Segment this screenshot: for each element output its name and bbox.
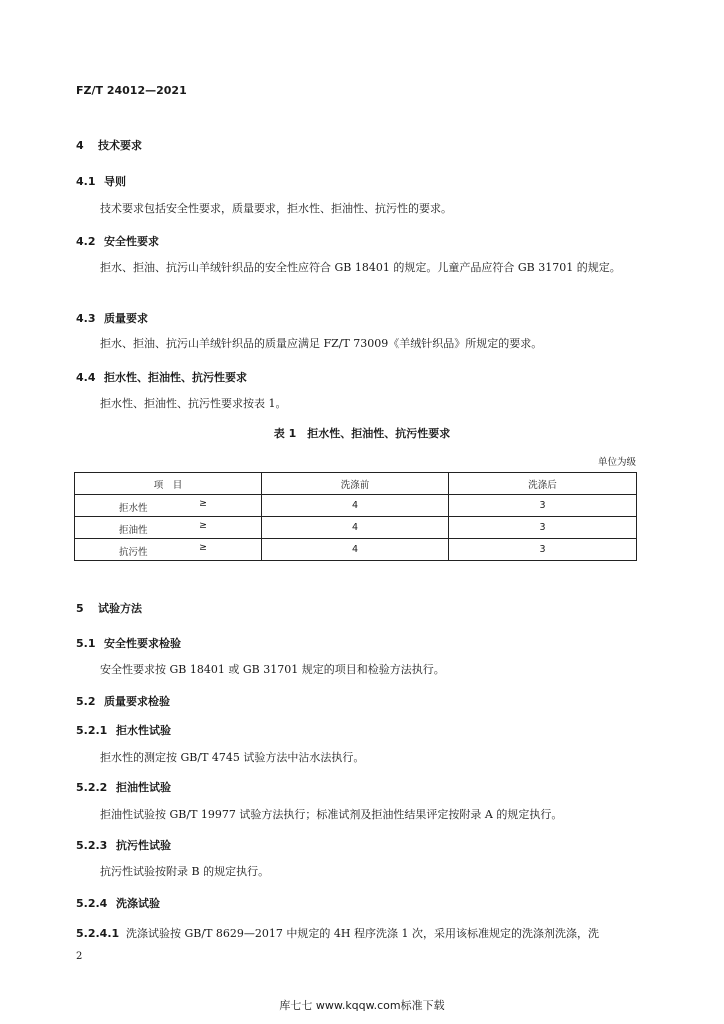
column-header-after-wash: 洗涤后 — [449, 473, 637, 495]
footer-watermark-text: 库七七 www.kqqw.com标准下载 — [279, 999, 445, 1012]
item-name: 拒油性 — [119, 525, 148, 536]
standard-number: FZ/T 24012—2021 — [76, 84, 187, 97]
section-title: 试验方法 — [98, 602, 142, 615]
table-caption: 表 1 拒水性、拒油性、抗污性要求 — [273, 427, 451, 440]
table-unit: 单位为级 — [597, 457, 636, 468]
section-5-2-4-heading — [76, 895, 160, 911]
section-number: 4.4 — [76, 371, 96, 384]
section-4-4-text: 拒水性、拒油性、抗污性要求按表 1。 — [100, 397, 287, 410]
section-4-1-heading — [76, 173, 126, 189]
section-number: 5.2.2 — [76, 781, 108, 794]
section-number: 4.1 — [76, 175, 96, 188]
section-title: 拒水性、拒油性、抗污性要求 — [104, 371, 247, 384]
table-row — [75, 539, 637, 561]
value-before-wash: 4 — [262, 495, 449, 517]
section-4-4-heading — [76, 369, 247, 385]
section-5-2-4-1-text: 洗涤试验按 GB/T 8629—2017 中规定的 4H 程序洗涤 1 次，采用该标准规定的洗涤剂洗涤，洗 — [126, 927, 599, 940]
section-5-2-heading — [76, 693, 170, 709]
section-4-1-text: 技术要求包括安全性要求，质量要求，拒水性、拒油性、抗污性的要求。 — [100, 202, 452, 215]
section-number: 5.1 — [76, 637, 96, 650]
section-5-1-heading — [76, 635, 181, 651]
comparison-operator: ≥ — [199, 520, 207, 531]
section-4-heading — [76, 137, 142, 153]
section-4-3-text: 拒水、拒油、抗污山羊绒针织品的质量应满足 FZ/T 73009《羊绒针织品》所规定的要求。 — [100, 337, 543, 350]
value-before-wash: 4 — [262, 517, 449, 539]
requirements-table — [74, 472, 637, 561]
section-5-2-1-heading — [76, 722, 171, 738]
section-5-2-1-text: 拒水性的测定按 GB/T 4745 试验方法中沾水法执行。 — [100, 751, 365, 764]
section-title: 拒油性试验 — [116, 781, 171, 794]
section-number: 5.2.1 — [76, 724, 108, 737]
value-after-wash: 3 — [449, 539, 637, 561]
section-5-2-3-heading — [76, 837, 171, 853]
section-5-1-text: 安全性要求按 GB 18401 或 GB 31701 规定的项目和检验方法执行。 — [100, 663, 445, 676]
comparison-operator: ≥ — [199, 498, 207, 509]
section-number: 5.2.4 — [76, 897, 108, 910]
column-header-item: 项 目 — [75, 473, 262, 495]
section-5-2-4-1-line — [76, 925, 599, 941]
section-4-2-heading — [76, 233, 159, 249]
section-number: 4 — [76, 139, 84, 152]
table-row — [75, 495, 637, 517]
section-title: 洗涤试验 — [116, 897, 160, 910]
item-cell — [75, 495, 262, 517]
item-name: 拒水性 — [119, 503, 148, 514]
section-5-2-2-text: 拒油性试验按 GB/T 19977 试验方法执行；标准试剂及拒油性结果评定按附录 A 的规定执行。 — [100, 808, 563, 821]
value-before-wash: 4 — [262, 539, 449, 561]
section-title: 技术要求 — [98, 139, 142, 152]
item-name: 抗污性 — [119, 547, 148, 558]
item-cell — [75, 539, 262, 561]
section-4-2-text: 拒水、拒油、抗污山羊绒针织品的安全性应符合 GB 18401 的规定。儿童产品应符合 GB 31701 的规定。 — [100, 261, 621, 274]
column-header-before-wash: 洗涤前 — [262, 473, 449, 495]
section-5-2-2-heading — [76, 779, 171, 795]
value-after-wash: 3 — [449, 495, 637, 517]
section-title: 质量要求检验 — [104, 695, 170, 708]
section-number: 4.2 — [76, 235, 96, 248]
table-row — [75, 517, 637, 539]
value-after-wash: 3 — [449, 517, 637, 539]
section-title: 抗污性试验 — [116, 839, 171, 852]
section-title: 安全性要求 — [104, 235, 159, 248]
section-title: 质量要求 — [104, 312, 148, 325]
item-cell — [75, 517, 262, 539]
section-number: 4.3 — [76, 312, 96, 325]
section-title: 拒水性试验 — [116, 724, 171, 737]
section-number: 5.2.3 — [76, 839, 108, 852]
section-4-3-heading — [76, 310, 148, 326]
table-header-row — [75, 473, 637, 495]
section-title: 安全性要求检验 — [104, 637, 181, 650]
page-number: 2 — [76, 951, 83, 962]
section-number: 5 — [76, 602, 84, 615]
section-5-2-3-text: 抗污性试验按附录 B 的规定执行。 — [100, 865, 270, 878]
section-title: 导则 — [104, 175, 126, 188]
section-number: 5.2.4.1 — [76, 927, 120, 940]
section-5-heading — [76, 600, 142, 616]
comparison-operator: ≥ — [199, 542, 207, 553]
section-number: 5.2 — [76, 695, 96, 708]
